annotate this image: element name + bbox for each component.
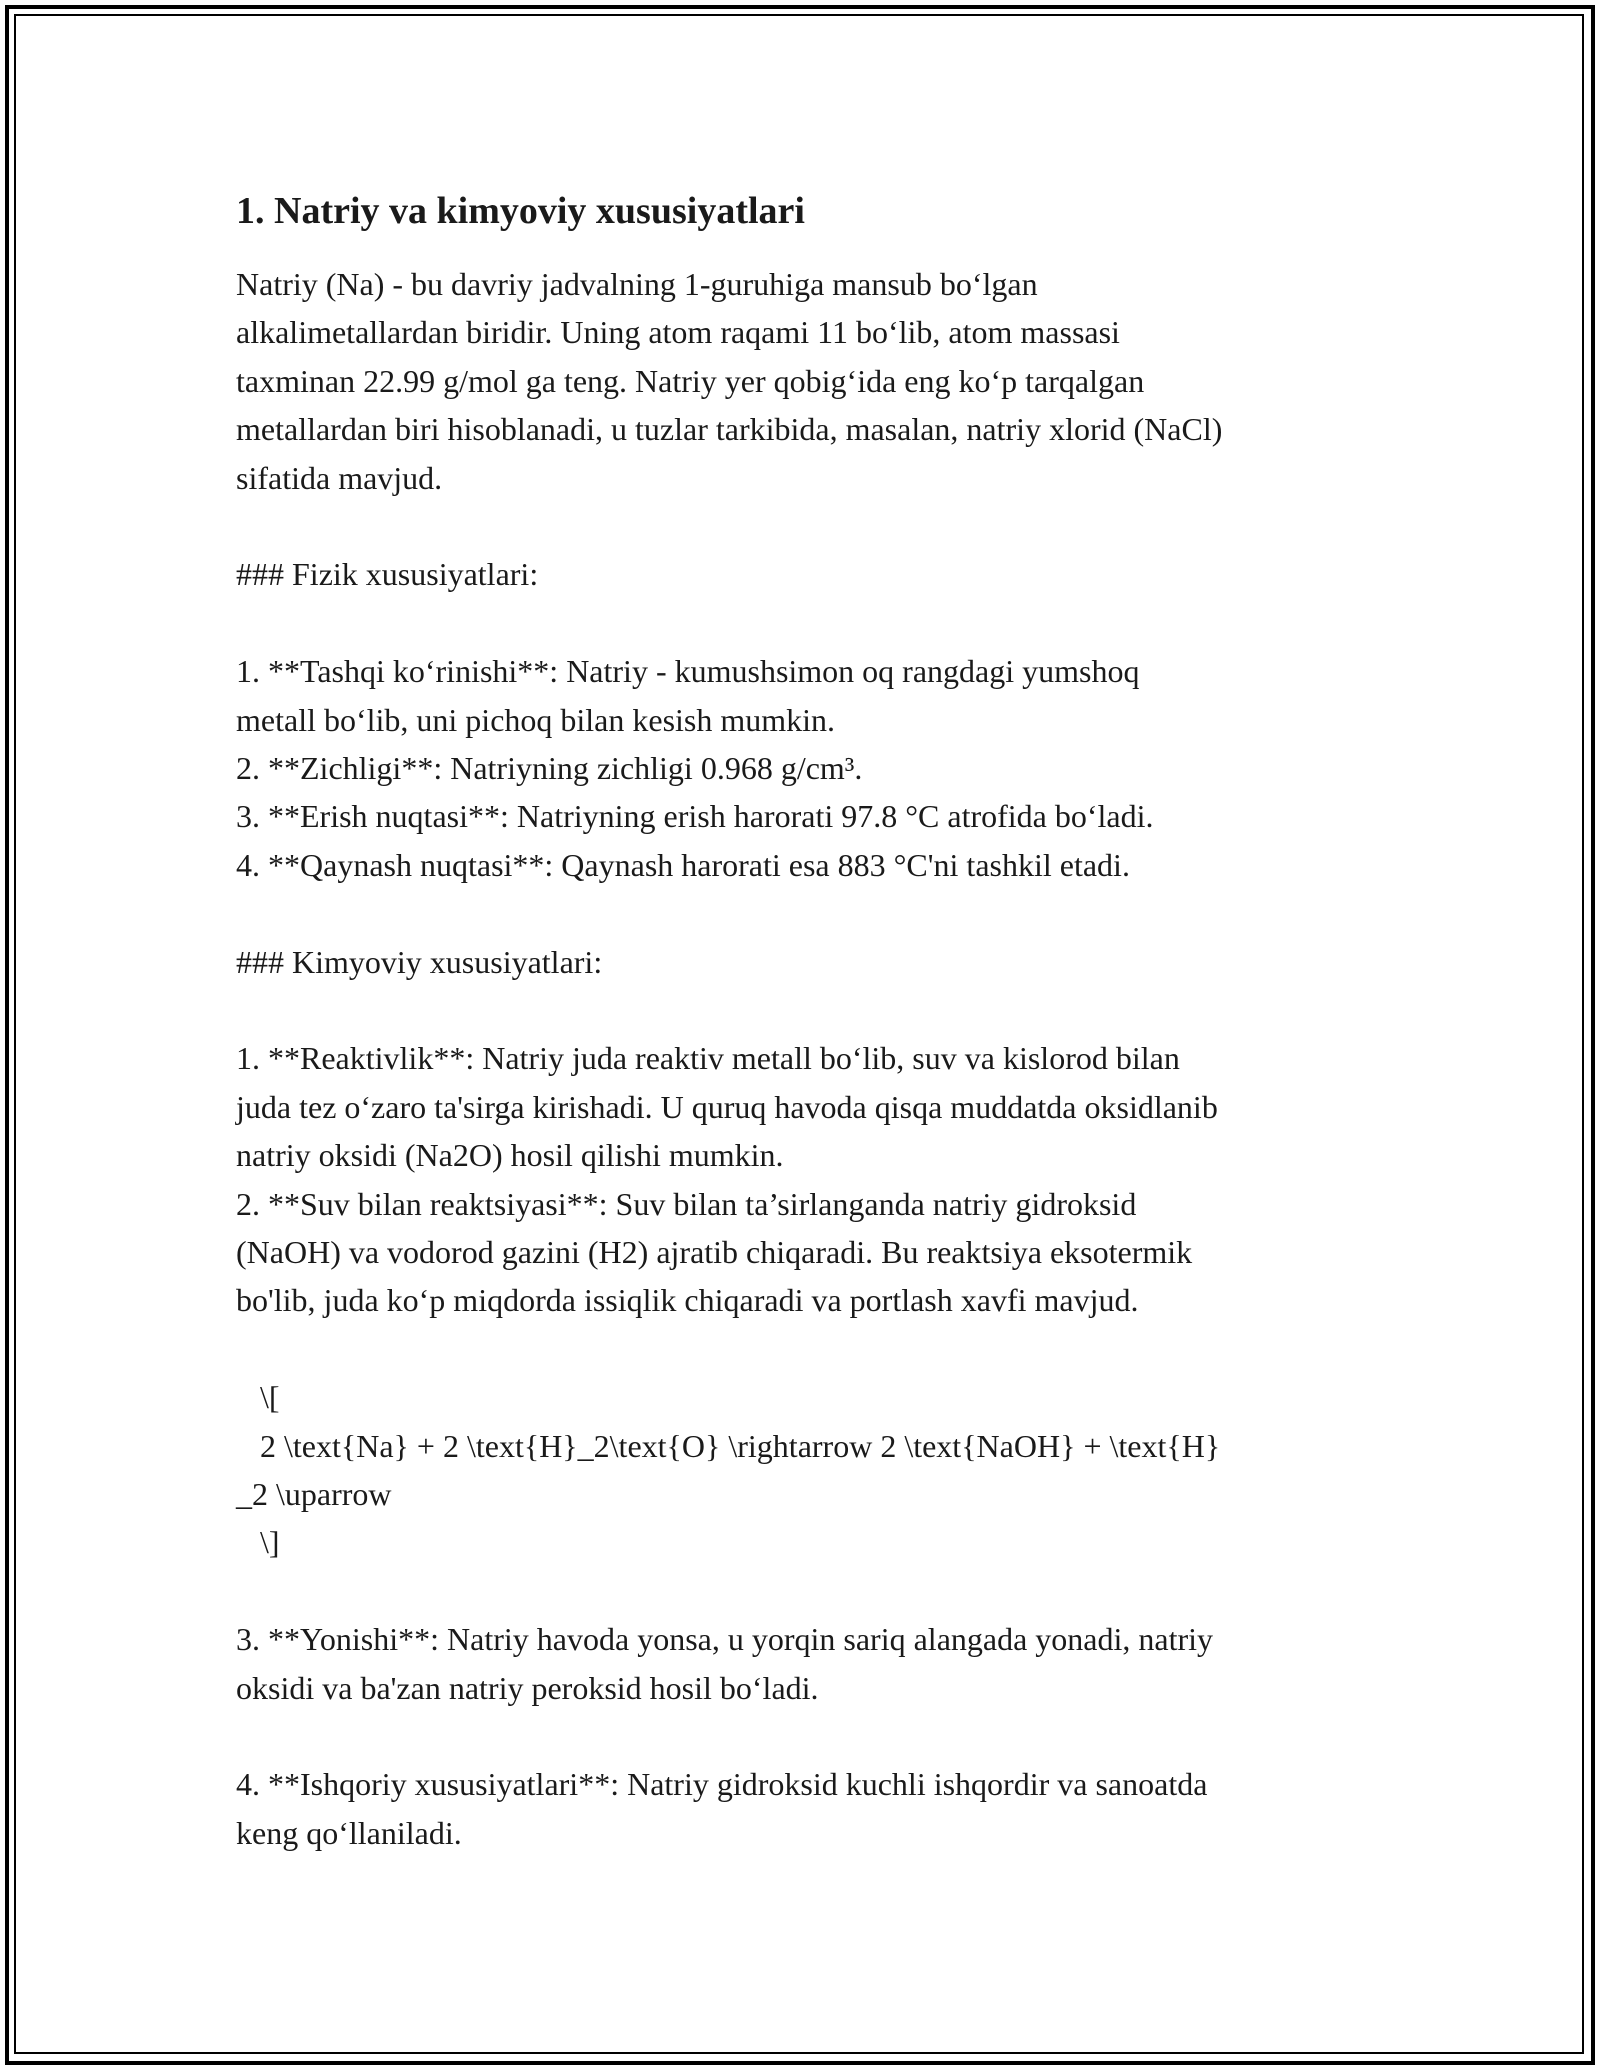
text-line: juda tez o‘zaro ta'sirga kirishadi. U quruq havoda qisqa muddatda oksidlanib xyxy=(236,1088,1218,1125)
blank-line xyxy=(236,1325,1376,1373)
text-line: natriy oksidi (Na2O) hosil qilishi mumkin. xyxy=(236,1137,784,1174)
text-line: (NaOH) va vodorod gazini (H2) ajratib chiqaradi. Bu reaktsiya eksotermik xyxy=(236,1234,1193,1271)
text-line: sifatida mavjud. xyxy=(236,459,443,496)
text-line: bo'lib, juda ko‘p miqdorda issiqlik chiqaradi va portlash xavfi mavjud. xyxy=(236,1282,1139,1319)
text-line: 2. **Zichligi**: Natriyning zichligi 0.968 g/cm³. xyxy=(236,750,863,787)
blank-line xyxy=(236,986,1376,1034)
text-line: 4. **Qaynash nuqtasi**: Qaynash harorati esa 883 °C'ni tashkil etadi. xyxy=(236,846,1130,883)
blank-line xyxy=(236,599,1376,647)
blank-line xyxy=(236,889,1376,937)
text-line: 2. **Suv bilan reaktsiyasi**: Suv bilan ta’sirlanganda natriy gidroksid xyxy=(236,1185,1137,1222)
text-line: alkalimetallardan biridir. Uning atom raqami 11 bo‘lib, atom massasi xyxy=(236,314,1120,351)
text-line: metallardan biri hisoblanadi, u tuzlar tarkibida, masalan, natriy xlorid (NaCl) xyxy=(236,411,1223,448)
document-heading: 1. Natriy va kimyoviy xususiyatlari xyxy=(236,190,805,232)
text-line: metall bo‘lib, uni pichoq bilan kesish mumkin. xyxy=(236,701,836,738)
blank-line xyxy=(236,1567,1376,1615)
text-line: 1. **Tashqi ko‘rinishi**: Natriy - kumushsimon oq rangdagi yumshoq xyxy=(236,653,1140,690)
text-line: 1. **Reaktivlik**: Natriy juda reaktiv metall bo‘lib, suv va kislorod bilan xyxy=(236,1040,1180,1077)
text-line: taxminan 22.99 g/mol ga teng. Natriy yer qobig‘ida eng ko‘p tarqalgan xyxy=(236,362,1145,399)
text-line: _2 \uparrow xyxy=(236,1476,392,1513)
text-line: \] xyxy=(236,1524,280,1561)
document-text xyxy=(236,260,1376,1857)
text-line: 3. **Yonishi**: Natriy havoda yonsa, u yorqin sariq alangada yonadi, natriy xyxy=(236,1621,1214,1658)
blank-line xyxy=(236,1712,1376,1760)
text-line: ### Kimyoviy xususiyatlari: xyxy=(236,943,603,980)
text-line: Natriy (Na) - bu davriy jadvalning 1-guruhiga mansub bo‘lgan xyxy=(236,266,1038,302)
text-line: \[ xyxy=(236,1379,280,1416)
blank-line xyxy=(236,502,1376,550)
text-line: 3. **Erish nuqtasi**: Natriyning erish harorati 97.8 °C atrofida bo‘ladi. xyxy=(236,798,1154,835)
text-line: ### Fizik xususiyatlari: xyxy=(236,556,539,593)
document-body xyxy=(236,186,1376,1857)
text-line: oksidi va ba'zan natriy peroksid hosil bo‘ladi. xyxy=(236,1669,819,1706)
text-line: 2 \text{Na} + 2 \text{H}_2\text{O} \rightarrow 2 \text{NaOH} + \text{H} xyxy=(236,1427,1221,1464)
text-line: keng qo‘llaniladi. xyxy=(236,1814,462,1851)
text-line: 4. **Ishqoriy xususiyatlari**: Natriy gidroksid kuchli ishqordir va sanoatda xyxy=(236,1766,1208,1803)
